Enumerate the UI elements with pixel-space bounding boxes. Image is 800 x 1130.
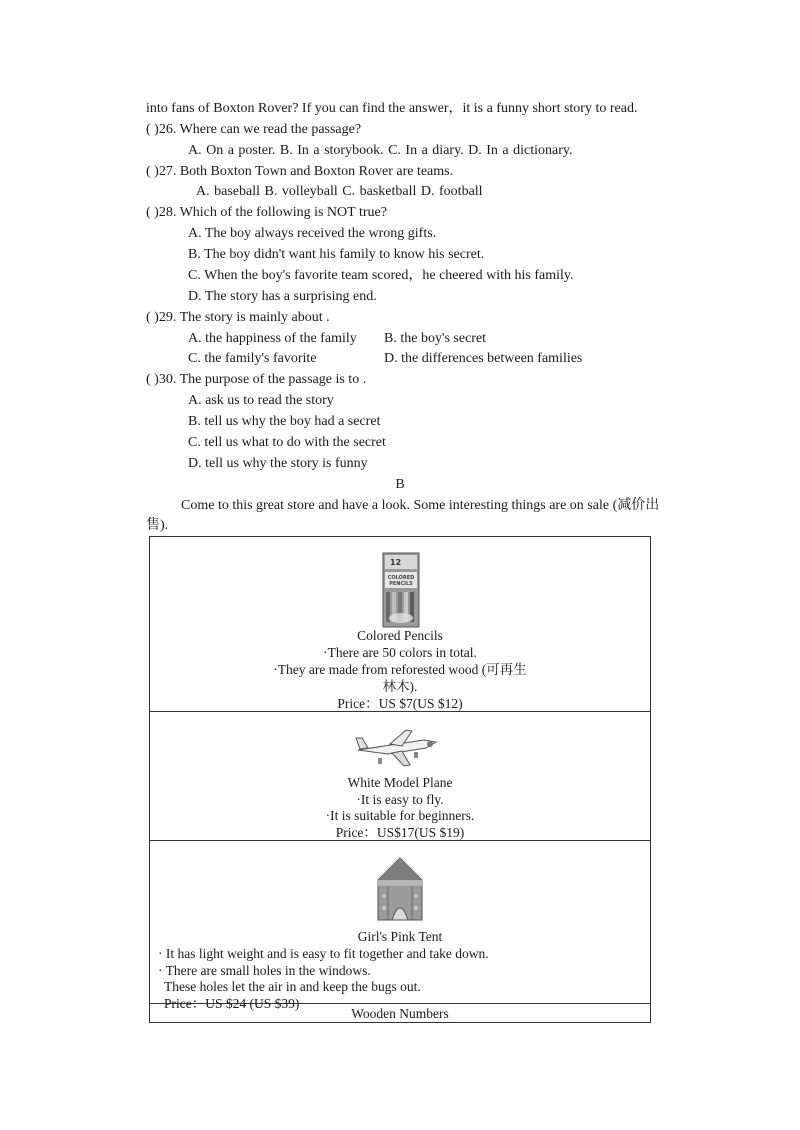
item-name: White Model Plane bbox=[347, 775, 453, 790]
question-30-option-a: A. ask us to read the story bbox=[188, 393, 334, 408]
question-28-option-a: A. The boy always received the wrong gifts. bbox=[188, 226, 437, 241]
item-pink-tent bbox=[150, 841, 650, 1011]
svg-text:COLORED: COLORED bbox=[387, 575, 415, 581]
question-29-option-b: B. the boy's secret bbox=[384, 331, 487, 346]
question-29-option-d: D. the differences between families bbox=[384, 351, 583, 366]
item-name: Colored Pencils bbox=[357, 628, 443, 643]
item-detail: · There are small holes in the windows. bbox=[158, 963, 371, 978]
sale-items-table bbox=[149, 536, 651, 1023]
question-26: ( )26. Where can we read the passage? bbox=[146, 122, 362, 137]
question-29: ( )29. The story is mainly about . bbox=[146, 310, 330, 325]
item-price: Price：US $24 (US $39) bbox=[164, 996, 300, 1011]
item-detail: ·They are made from reforested wood (可再生 bbox=[273, 662, 527, 677]
item-wooden-numbers bbox=[150, 1004, 650, 1022]
item-detail: ·There are 50 colors in total. bbox=[323, 645, 477, 660]
model-plane-image bbox=[354, 728, 440, 768]
colored-pencils-image bbox=[382, 552, 420, 628]
question-28: ( )28. Which of the following is NOT true? bbox=[146, 205, 387, 220]
item-detail: These holes let the air in and keep the bugs out. bbox=[164, 979, 421, 994]
item-price: Price：US $7(US $12) bbox=[337, 696, 463, 711]
item-name: Wooden Numbers bbox=[351, 1006, 449, 1021]
section-b-intro-cont: 售). bbox=[146, 518, 169, 533]
item-model-plane bbox=[150, 712, 650, 841]
item-detail: ·It is suitable for beginners. bbox=[325, 808, 475, 823]
question-28-option-b: B. The boy didn't want his family to know his secret. bbox=[188, 247, 485, 262]
question-29-option-c: C. the family's favorite bbox=[188, 351, 317, 366]
item-name: Girl's Pink Tent bbox=[357, 929, 443, 944]
item-detail: ·It is easy to fly. bbox=[356, 792, 444, 807]
question-30-option-b: B. tell us why the boy had a secret bbox=[188, 414, 381, 429]
question-27-options: A. baseball B. volleyball C. basketball D. football bbox=[196, 184, 483, 199]
section-b-heading: B bbox=[395, 477, 405, 492]
question-26-options: A. On a poster. B. In a storybook. C. In a diary. D. In a dictionary. bbox=[188, 143, 573, 158]
question-29-option-a: A. the happiness of the family bbox=[188, 331, 357, 346]
section-b-intro: Come to this great store and have a look. Some interesting things are on sale (减价出 bbox=[181, 498, 660, 513]
question-28-option-c: C. When the boy's favorite team scored，he cheered with his family. bbox=[188, 268, 574, 283]
item-colored-pencils bbox=[150, 537, 650, 712]
item-detail: · It has light weight and is easy to fit together and take down. bbox=[158, 946, 489, 961]
intro-line: into fans of Boxton Rover? If you can find the answer，it is a funny short story to read. bbox=[146, 101, 638, 116]
question-30-option-d: D. tell us why the story is funny bbox=[188, 456, 368, 471]
question-27: ( )27. Both Boxton Town and Boxton Rover are teams. bbox=[146, 164, 454, 179]
question-30: ( )30. The purpose of the passage is to . bbox=[146, 372, 367, 387]
svg-text:PENCILS: PENCILS bbox=[389, 581, 413, 587]
question-28-option-d: D. The story has a surprising end. bbox=[188, 289, 377, 304]
item-price: Price：US$17(US $19) bbox=[335, 825, 465, 840]
svg-text:12: 12 bbox=[390, 558, 402, 567]
question-30-option-c: C. tell us what to do with the secret bbox=[188, 435, 386, 450]
pink-tent-image bbox=[374, 856, 426, 924]
item-detail: 林木). bbox=[382, 679, 418, 694]
